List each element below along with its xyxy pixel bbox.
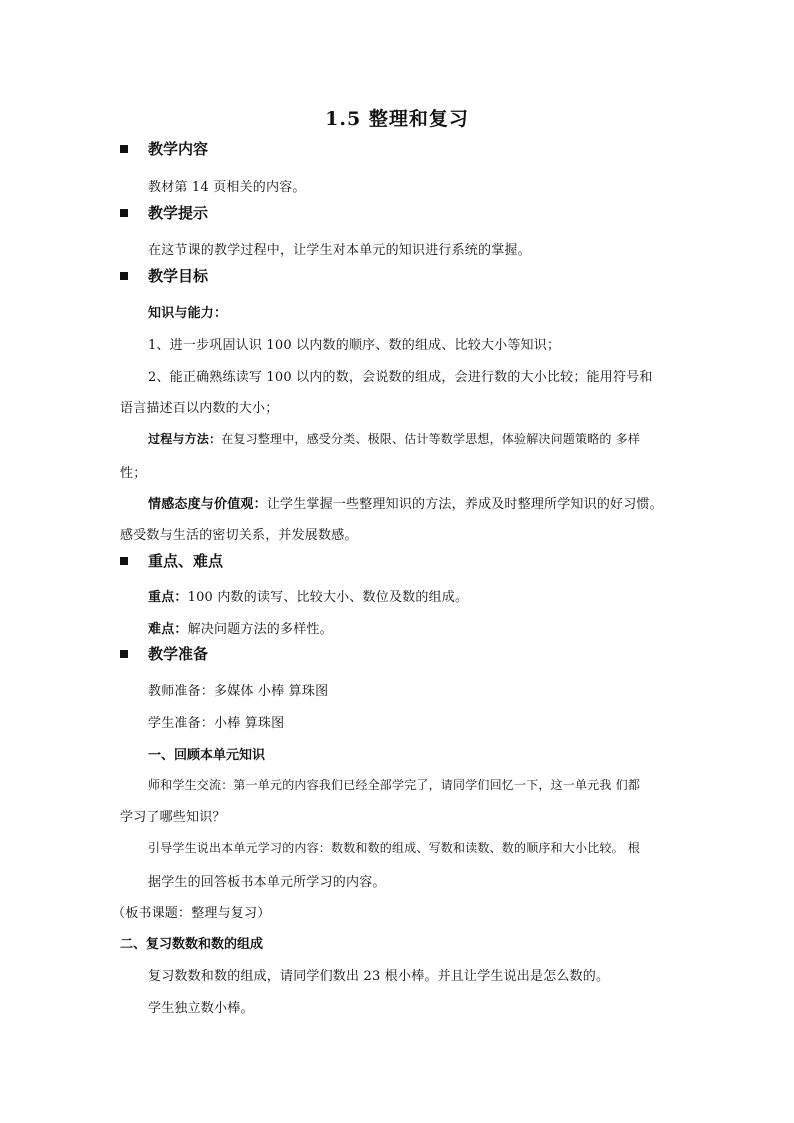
part1-heading: 一、回顾本单元知识 <box>148 748 266 763</box>
student-prep: 学生准备：小棒 算珠图 <box>148 716 285 731</box>
bullet-square-icon <box>120 145 128 153</box>
goal-item-1: 1、进一步巩固认识 100 以内数的顺序、数的组成、比较大小等知识； <box>148 338 561 353</box>
heading-key-points <box>120 550 223 571</box>
process-text: 在复习整理中，感受分类、极限、估计等数学思想，体验解决问题策略的 多样 <box>221 432 641 446</box>
emotion-line <box>148 493 663 512</box>
key-point-line <box>148 586 468 605</box>
process-label: 过程与方法： <box>148 432 222 446</box>
part1-p1-line2: 学习了哪些知识？ <box>120 810 226 825</box>
emotion-line2: 感受数与生活的密切关系，并发展数感。 <box>120 528 358 543</box>
heading-teaching-content <box>120 138 208 159</box>
heading-text: 重点、难点 <box>148 552 224 570</box>
knowledge-label: 知识与能力： <box>148 306 228 321</box>
bullet-square-icon <box>120 557 128 565</box>
difficulty-label: 难点： <box>148 622 188 637</box>
heading-teaching-hint <box>120 202 208 223</box>
teacher-prep: 教师准备：多媒体 小棒 算珠图 <box>148 684 329 699</box>
goal-item-2-line1: 2、能正确熟练读写 100 以内的数，会说数的组成，会进行数的大小比较；能用符号和 <box>148 370 653 385</box>
page-title: 1.5 整理和复习 <box>325 108 469 130</box>
content-text: 教材第 14 页相关的内容。 <box>148 180 306 195</box>
process-line <box>148 430 640 447</box>
heading-text: 教学准备 <box>148 645 209 663</box>
key-label: 重点： <box>148 590 188 605</box>
part2-heading: 二、复习数数和数的组成 <box>120 937 264 952</box>
board-title: （板书课题：整理与复习） <box>112 906 271 921</box>
heading-text: 教学提示 <box>148 204 209 222</box>
heading-teaching-goals <box>120 265 208 286</box>
goal-item-2-line2: 语言描述百以内数的大小； <box>120 401 279 416</box>
heading-text: 教学目标 <box>148 267 209 285</box>
emotion-text: 让学生掌握一些整理知识的方法，养成及时整理所学知识的好习惯。 <box>266 497 663 512</box>
process-line2: 性； <box>120 466 147 481</box>
part1-p1-line1: 师和学生交流：第一单元的内容我们已经全部学完了，请同学们回忆一下，这一单元我 们都 <box>148 778 641 792</box>
part1-p2-line1: 引导学生说出本单元学习的内容：数数和数的组成、写数和读数、数的顺序和大小比较。 根 <box>148 841 641 855</box>
bullet-square-icon <box>120 650 128 658</box>
part2-p1: 复习数数和数的组成，请同学们数出 23 根小棒。并且让学生说出是怎么数的。 <box>148 969 610 984</box>
emotion-label: 情感态度与价值观： <box>148 497 267 512</box>
hint-text: 在这节课的教学过程中，让学生对本单元的知识进行系统的掌握。 <box>148 243 531 258</box>
heading-text: 教学内容 <box>148 140 209 158</box>
difficulty-text: 解决问题方法的多样性。 <box>187 622 333 637</box>
part1-p2-line2: 据学生的回答板书本单元所学习的内容。 <box>148 875 386 890</box>
key-text: 100 内数的读写、比较大小、数位及数的组成。 <box>187 590 469 605</box>
bullet-square-icon <box>120 272 128 280</box>
bullet-square-icon <box>120 209 128 217</box>
part2-p2: 学生独立数小棒。 <box>148 1001 254 1016</box>
heading-teaching-prep <box>120 643 208 664</box>
difficulty-line <box>148 618 333 637</box>
